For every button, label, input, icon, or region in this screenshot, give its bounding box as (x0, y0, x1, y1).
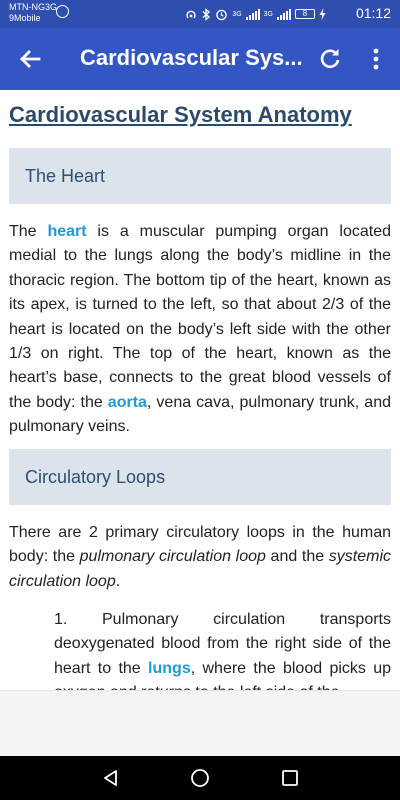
clock: 01:12 (355, 5, 391, 21)
keyword-link-aorta[interactable]: aorta (107, 393, 147, 411)
signal-icon-1 (246, 9, 260, 20)
text-run: , where the blood picks up (190, 659, 392, 677)
nav-back-icon[interactable] (101, 768, 121, 788)
section-heading-text: The Heart (25, 166, 106, 186)
network-type-2: 3G (263, 10, 273, 18)
signal-icon-2 (277, 9, 291, 20)
text-run: The (9, 223, 48, 240)
battery-icon (295, 9, 315, 19)
app-bar (0, 28, 400, 90)
whatsapp-notification-icon (56, 5, 69, 18)
refresh-icon (314, 43, 346, 75)
arrow-back-icon (14, 43, 46, 75)
text-run: is a muscular pumping organ located medial to the lungs along the body’s midline in the thoracic region. The bottom tip of the heart, known as its apex, is turned to the left, so that about 2/3 of the heart is located on the body’s left side with the other 1/3 on right. The top of the heart, known as the heart’s base, connects to the great blood vessels of the body: the (9, 223, 392, 411)
text-run: There are 2 primary circulatory loops in the human body: the (9, 524, 391, 566)
network-type-1: 3G (232, 10, 242, 18)
nav-home-icon[interactable] (190, 768, 210, 788)
paragraph-heart (9, 220, 391, 440)
battery-level: 8 (302, 9, 308, 18)
hotspot-icon (184, 8, 198, 20)
text-run: , vena cava, pulmonary trunk, and pulmonary veins. (9, 393, 391, 436)
carrier-label (9, 2, 57, 24)
article-content[interactable] (0, 90, 400, 690)
more-vert-icon (362, 43, 390, 75)
app-bar-title: Cardiovascular Sys... (80, 45, 303, 70)
section-heading-text: Circulatory Loops (25, 467, 166, 487)
section-heading-heart (9, 148, 391, 204)
text-run: 1. Pulmonary circulation transports deoxygenated blood from the right side of the heart to the (54, 611, 391, 677)
alarm-icon (215, 8, 228, 21)
bluetooth-icon (202, 8, 211, 21)
status-bar (0, 0, 400, 28)
text-run: and the (265, 548, 329, 566)
more-options-button[interactable] (362, 43, 390, 75)
page-title: Cardiovascular System Anatomy (9, 102, 352, 127)
paragraph-circulatory-loops (9, 521, 391, 594)
text-run: . (115, 572, 121, 590)
charging-icon (319, 8, 326, 20)
keyword-link-heart[interactable]: heart (47, 223, 87, 240)
system-navigation-bar (0, 756, 400, 800)
emphasis-systemic: systemic circulation loop (9, 548, 391, 590)
refresh-button[interactable] (314, 43, 346, 75)
keyword-link-lungs[interactable]: lungs (148, 659, 191, 677)
back-button[interactable] (14, 43, 46, 75)
status-icons (184, 6, 326, 22)
nav-recents-icon[interactable] (280, 768, 300, 788)
ad-banner-area (0, 690, 400, 757)
carrier-name-1: MTN-NG3G (9, 2, 57, 12)
carrier-name-2: 9Mobile (9, 13, 41, 23)
section-heading-circulatory-loops (9, 449, 391, 505)
emphasis-pulmonary: pulmonary circulation loop (79, 548, 266, 566)
